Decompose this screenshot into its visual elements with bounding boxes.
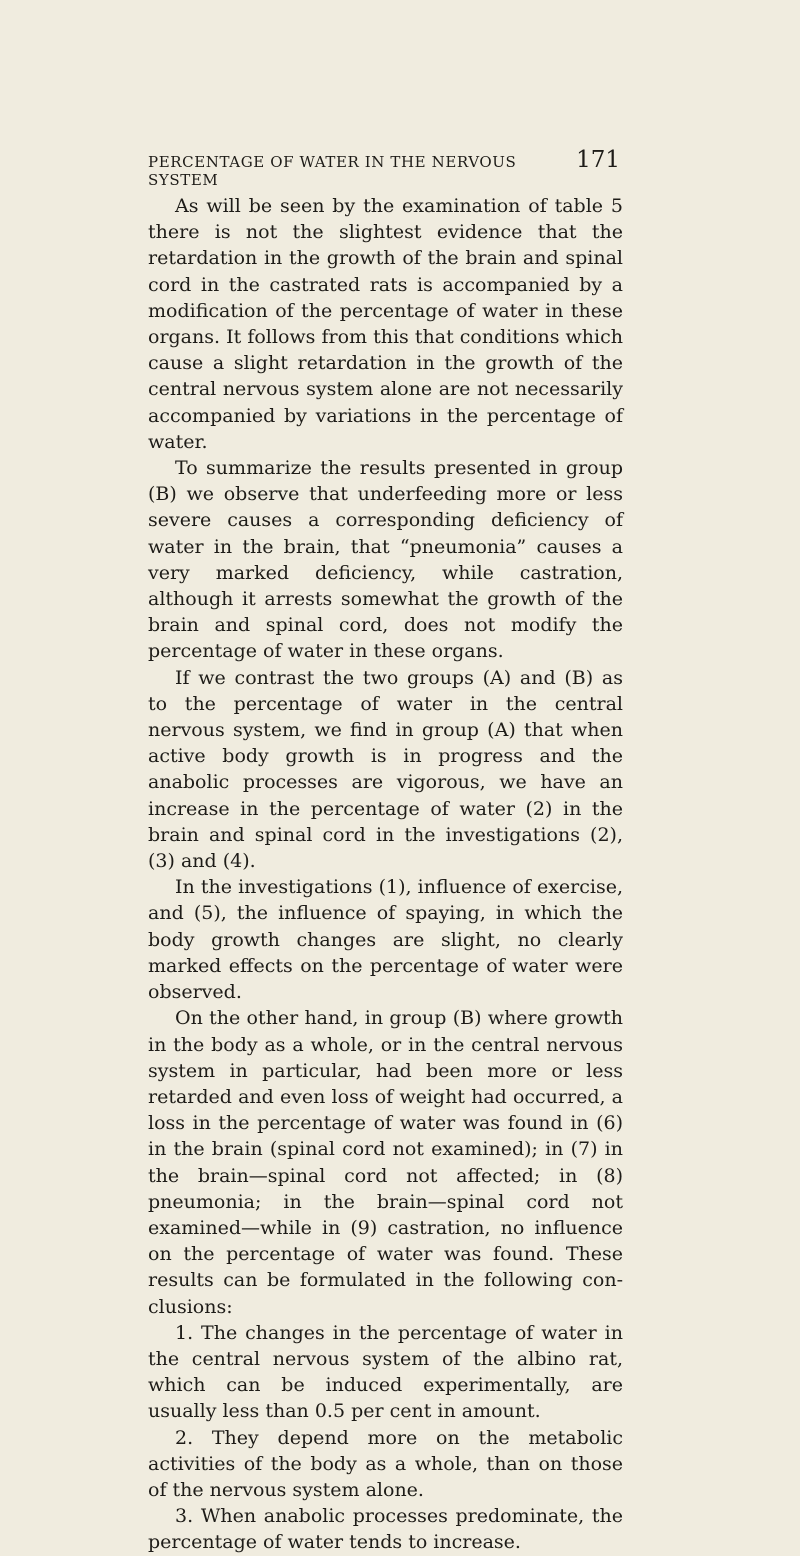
- conclusion-3: 3. When anabolic processes predominate, the percentage of water tends to increase.: [148, 1505, 623, 1554]
- paragraph-group-b-summary: To summarize the results presented in group (B) we observe that underfeeding more or less severe causes a corresponding deficiency of water in the brain, that “pneumonia” causes a very marked deficiency, while castration, although it arrests somewhat the growth of the brain and spinal cord, does not modify the percentage of water in these organs.: [148, 457, 623, 663]
- running-head: [148, 147, 620, 189]
- conclusion-2: 2. They depend more on the metabolic activities of the body as a whole, than on those of the nervous system alone.: [148, 1426, 623, 1501]
- paragraph-group-b-losses: On the other hand, in group (B) where growth in the body as a whole, or in the central nervous system in particular, had been more or less retarded and even loss of weight had occurred, a loss in the percentage of water was found in (6) in the brain (spinal cord not examined); in (7) in the brain—spinal cord not affected; in (8) pneumonia; in the brain—spinal cord not examined—while in (9) castration, no influence on the percentage of water was found. These results can be formulated in the following conclusions:: [148, 1007, 623, 1318]
- body-text: [148, 193, 623, 1556]
- running-title: PERCENTAGE OF WATER IN THE NERVOUS SYSTEM: [148, 153, 517, 189]
- page-number: 171: [576, 147, 620, 173]
- paragraph-table5-observation: As will be seen by the examination of table 5 there is not the slightest evidence that the retardation in the growth of the brain and spinal cord in the castrated rats is accompanied by a modification of the percentage of water in these organs. It follows from this that conditions which cause a slight retardation in the growth of the central nervous system alone are not necessarily accompanied by variations in the percentage of water.: [148, 195, 623, 453]
- conclusion-1: 1. The changes in the percentage of water in the central nervous system of the albino rat, which can be induced experimentally, are usually less than 0.5 per cent in amount.: [148, 1321, 623, 1423]
- paragraph-group-contrast: If we contrast the two groups (A) and (B) as to the percentage of water in the central nervous system, we find in group (A) that when active body growth is in progress and the anabolic processes are vigorous, we have an increase in the percentage of water (2) in the brain and spinal cord in the investigations (2), (3) and (4).: [148, 666, 623, 873]
- paragraph-exercise-spaying: In the investigations (1), influence of exercise, and (5), the influence of spaying, in which the body growth changes are slight, no clearly marked effects on the percentage of water were observed.: [148, 876, 623, 1004]
